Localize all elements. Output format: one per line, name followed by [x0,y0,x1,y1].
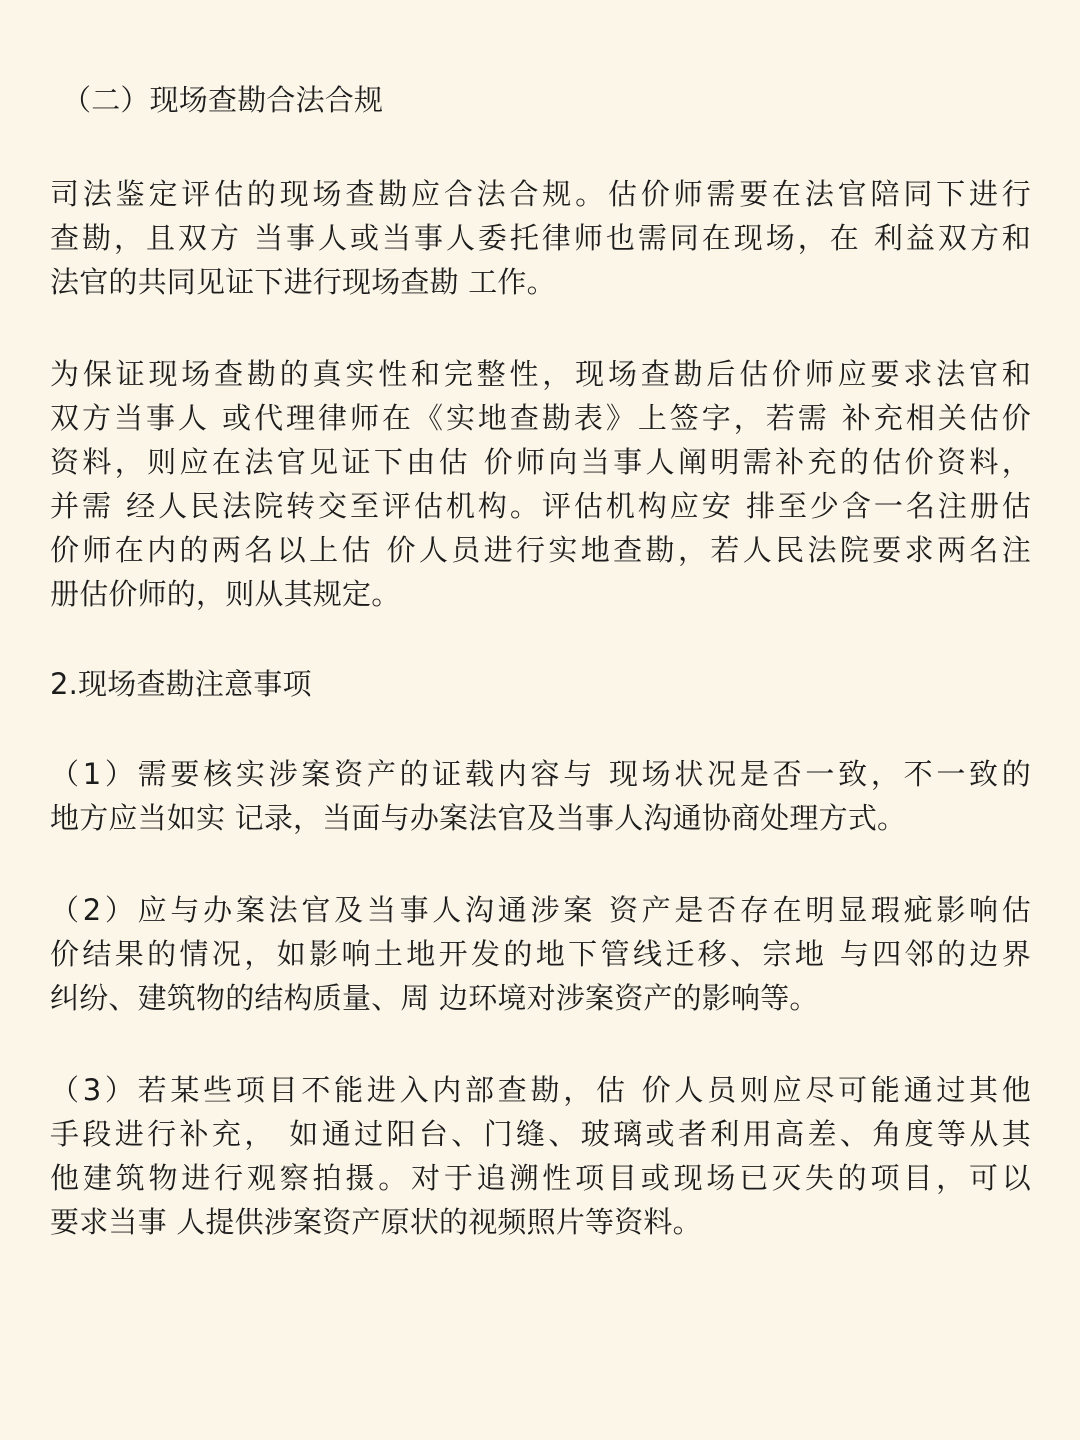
section-heading: （二）现场查勘合法合规 [62,83,384,117]
paragraph-line: 双方当事人 或代理律师在《实地查勘表》上签字，若需 补充相关估价 [50,401,1031,435]
paragraph-line: 资料，则应在法官见证下由估 价师向当事人阐明需补充的估价资料， [50,445,1031,479]
list-item-line: 价结果的情况，如影响土地开发的地下管线迁移、宗地 与四邻的边界 [50,937,1031,971]
list-item-line: 纠纷、建筑物的结构质量、周 边环境对涉案资产的影响等。 [50,981,819,1015]
list-item-line: （1）需要核实涉案资产的证载内容与 现场状况是否一致，不一致的 [50,757,1031,791]
list-item [50,888,1031,1020]
paragraph-line: 价师在内的两名以上估 价人员进行实地查勘，若人民法院要求两名注 [50,533,1031,567]
list-item [50,752,1031,840]
list-item-line: 要求当事 人提供涉案资产原状的视频照片等资料。 [50,1205,702,1239]
paragraph-line: 为保证现场查勘的真实性和完整性，现场查勘后估价师应要求法官和 [50,357,1031,391]
paragraph-line: 并需 经人民法院转交至评估机构。评估机构应安 排至少含一名注册估 [50,489,1031,523]
list-item-line: 地方应当如实 记录，当面与办案法官及当事人沟通协商处理方式。 [50,801,907,835]
list-item-line: 他建筑物进行观察拍摄。对于追溯性项目或现场已灭失的项目，可以 [50,1161,1031,1195]
paragraph-line: 法官的共同见证下进行现场查勘 工作。 [50,265,556,299]
list-item-line: 手段进行补充， 如通过阳台、门缝、玻璃或者利用高差、角度等从其 [50,1117,1031,1151]
paragraph-authenticity [50,352,1031,616]
paragraph-line: 司法鉴定评估的现场查勘应合法合规。估价师需要在法官陪同下进行 [50,177,1031,211]
paragraph-line: 册估价师的，则从其规定。 [50,577,401,611]
list-item-line: （3）若某些项目不能进入内部查勘，估 价人员则应尽可能通过其他 [50,1073,1031,1107]
paragraph-field-survey-compliance [50,172,1031,304]
list-item-line: （2）应与办案法官及当事人沟通涉案 资产是否存在明显瑕疵影响估 [50,893,1031,927]
subheading: 2.现场查勘注意事项 [50,667,312,701]
paragraph-line: 查勘，且双方 当事人或当事人委托律师也需同在现场，在 利益双方和 [50,221,1031,255]
list-item [50,1068,1031,1244]
